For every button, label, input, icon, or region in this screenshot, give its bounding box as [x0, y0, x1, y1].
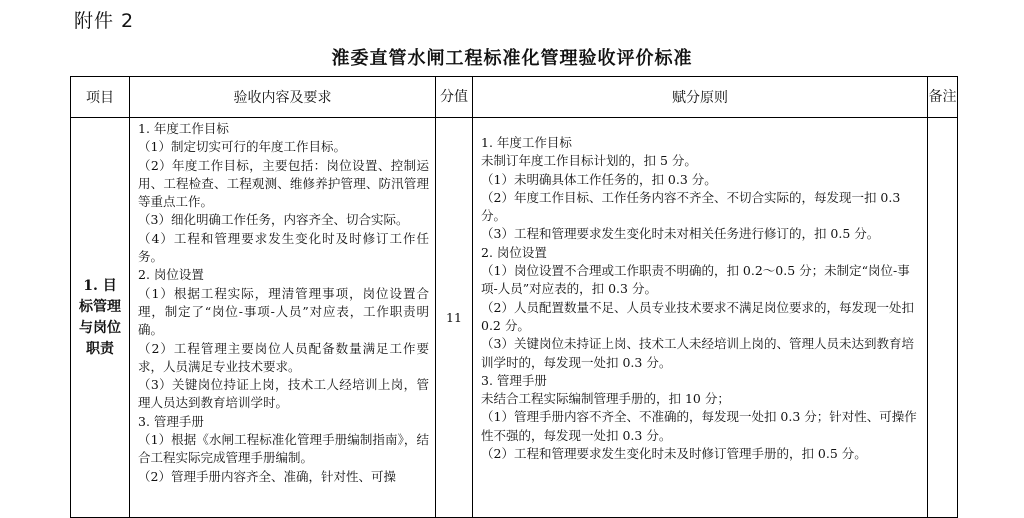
score-cell: 11	[436, 118, 473, 518]
content-line: （2）年度工作目标，主要包括：岗位设置、控制运用、工程检查、工程观测、维修养护管理、防汛管理等重点工作。	[138, 157, 429, 210]
table-row	[71, 118, 958, 518]
rule-line: 2. 岗位设置	[481, 244, 547, 260]
column-header-content: 验收内容及要求	[130, 77, 436, 118]
rule-line: 未结合工程实际编制管理手册的，扣 10 分；	[481, 391, 730, 407]
rule-line: 3. 管理手册	[481, 372, 547, 388]
document-title: 淮委直管水闸工程标准化管理验收评价标准	[331, 48, 693, 69]
table-header-row	[71, 77, 958, 118]
content-line: （1）根据《水闸工程标准化管理手册编制指南》，结合工程实际完成管理手册编制。	[138, 432, 429, 466]
column-header-rule: 赋分原则	[473, 77, 928, 118]
content-line: 3. 管理手册	[138, 413, 204, 429]
rule-line: （1）管理手册内容不齐全、不准确的，每发现一处扣 0.3 分；针对性、可操作性不强的，每发现一处扣 0.3 分。	[481, 409, 917, 443]
content-line: 1. 年度工作目标	[138, 121, 229, 136]
column-header-remark: 备注	[928, 77, 958, 118]
content-line: （2）工程管理主要岗位人员配备数量满足工作要求，人员满足专业技术要求。	[138, 340, 429, 374]
content-line: （1）制定切实可行的年度工作目标。	[138, 139, 346, 155]
content-line: （3）关键岗位持证上岗，技术工人经培训上岗，管理人员达到教育培训学时。	[138, 377, 429, 411]
rule-line: （3）关键岗位未持证上岗、技术工人未经培训上岗的、管理人员未达到教育培训学时的，每发现一处扣 0.3 分。	[481, 336, 914, 370]
content-line: 2. 岗位设置	[138, 267, 204, 283]
attachment-label: 附件 2	[74, 10, 135, 32]
evaluation-table	[70, 76, 958, 518]
rule-line: （1）未明确具体工作任务的，扣 0.3 分。	[481, 171, 717, 187]
rule-line: （2）人员配置数量不足、人员专业技术要求不满足岗位要求的，每发现一处扣 0.2 分。	[481, 299, 914, 333]
rule-cell	[473, 118, 928, 518]
rule-line: 未制订年度工作目标计划的，扣 5 分。	[481, 153, 697, 169]
rule-line: （2）年度工作目标、工作任务内容不齐全、不切合实际的，每发现一扣 0.3 分。	[481, 189, 901, 224]
content-line: （3）细化明确工作任务，内容齐全、切合实际。	[138, 212, 409, 228]
item-cell: 1. 目标管理与岗位职责	[71, 118, 130, 518]
rule-line: （3）工程和管理要求发生变化时未对相关任务进行修订的，扣 0.5 分。	[481, 226, 880, 242]
rule-line: （1）岗位设置不合理或工作职责不明确的，扣 0.2～0.5 分；未制定“岗位-事项-人员”对应表的，扣 0.3 分。	[481, 263, 910, 297]
content-line: （1）根据工程实际，理清管理事项，岗位设置合理，制定了“岗位-事项-人员”对应表，工作职责明确。	[138, 285, 429, 338]
column-header-item: 项目	[71, 77, 130, 118]
content-line: （2）管理手册内容齐全、准确，针对性、可操	[138, 468, 396, 484]
content-cell	[130, 118, 436, 518]
rule-line: 1. 年度工作目标	[481, 135, 572, 150]
rule-line: （2）工程和管理要求发生变化时未及时修订管理手册的，扣 0.5 分。	[481, 446, 867, 462]
content-line: （4）工程和管理要求发生变化时及时修订工作任务。	[138, 230, 429, 265]
column-header-score: 分值	[436, 77, 473, 118]
remark-cell	[928, 118, 958, 518]
